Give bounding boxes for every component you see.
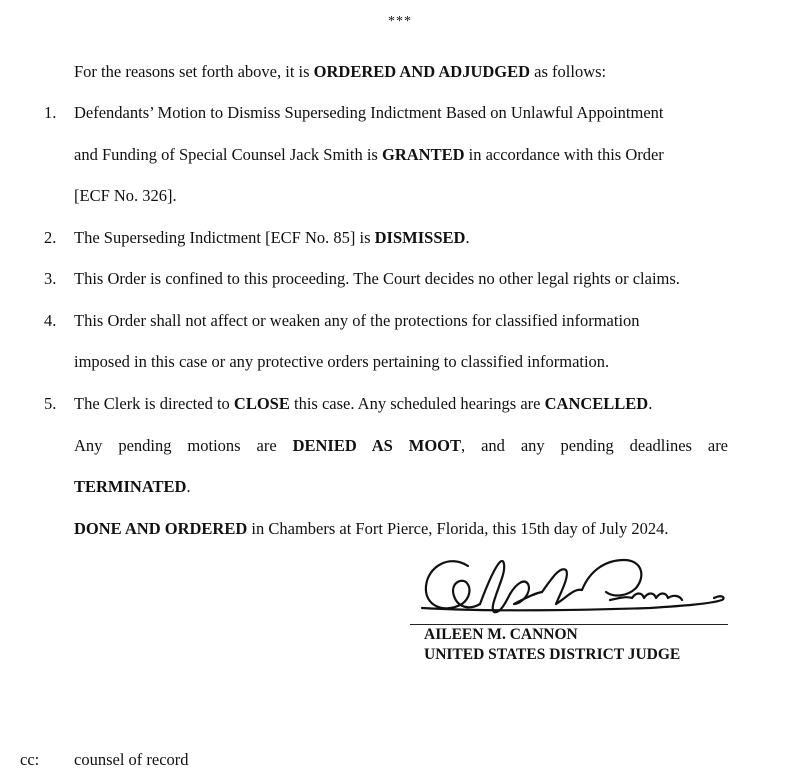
item-4-line1: This Order shall not affect or weaken any of the protections for classified information <box>74 311 640 330</box>
item-4-line2: imposed in this case or any protective orders pertaining to classified information. <box>74 352 610 371</box>
item-5-denied-as-moot: DENIED AS MOOT <box>292 436 462 455</box>
item-1-line2-suffix: in accordance with this Order <box>464 145 664 164</box>
cc-label: cc: <box>20 750 40 769</box>
item-5-l2c: , and any pending deadlines are <box>461 436 729 455</box>
item-3-number: 3. <box>44 269 57 288</box>
item-5-line1 <box>74 394 652 414</box>
item-4-number: 4. <box>44 311 57 330</box>
intro-prefix: For the reasons set forth above, it is <box>74 62 314 81</box>
item-5-l1c: this case. Any scheduled hearings are <box>289 394 545 413</box>
item-5-l1e: . <box>648 394 653 413</box>
item-5-l1a: The Clerk is directed to <box>74 394 234 413</box>
cc-text: counsel of record <box>74 750 189 769</box>
item-5-cancelled: CANCELLED <box>544 394 649 413</box>
done-paragraph <box>74 519 668 539</box>
item-2-text <box>74 228 470 248</box>
item-5-number: 5. <box>44 394 57 413</box>
intro-suffix: as follows: <box>530 62 607 81</box>
item-2-dismissed: DISMISSED <box>374 228 466 247</box>
item-1-number: 1. <box>44 103 57 122</box>
item-5-line3 <box>74 477 191 497</box>
section-separator: *** <box>388 14 412 29</box>
item-1-line2-prefix: and Funding of Special Counsel Jack Smith is <box>74 145 382 164</box>
judge-title: UNITED STATES DISTRICT JUDGE <box>424 646 681 663</box>
item-5-line2 <box>74 436 728 456</box>
item-2-suffix: . <box>465 228 470 247</box>
item-2-prefix: The Superseding Indictment [ECF No. 85] is <box>74 228 375 247</box>
item-1-granted: GRANTED <box>381 145 465 164</box>
item-3-text: This Order is confined to this proceeding. The Court decides no other legal rights or claims. <box>74 269 680 288</box>
done-suffix: in Chambers at Fort Pierce, Florida, this 15th day of July 2024. <box>247 519 669 538</box>
item-5-l3c: . <box>186 477 191 496</box>
signature-image <box>410 548 730 628</box>
intro-bold: ORDERED AND ADJUDGED <box>313 62 531 81</box>
item-1-line1: Defendants’ Motion to Dismiss Superseding Indictment Based on Unlawful Appointment <box>74 103 664 122</box>
done-bold: DONE AND ORDERED <box>74 519 248 538</box>
item-1-line3: [ECF No. 326]. <box>74 186 177 205</box>
item-5-close: CLOSE <box>233 394 290 413</box>
item-5-terminated: TERMINATED <box>74 477 187 496</box>
item-2-number: 2. <box>44 228 57 247</box>
signature-line <box>410 624 728 625</box>
item-1-line2 <box>74 145 664 165</box>
item-5-l2a: Any pending motions are <box>74 436 293 455</box>
judge-name: AILEEN M. CANNON <box>424 626 578 643</box>
intro-paragraph <box>74 62 606 82</box>
